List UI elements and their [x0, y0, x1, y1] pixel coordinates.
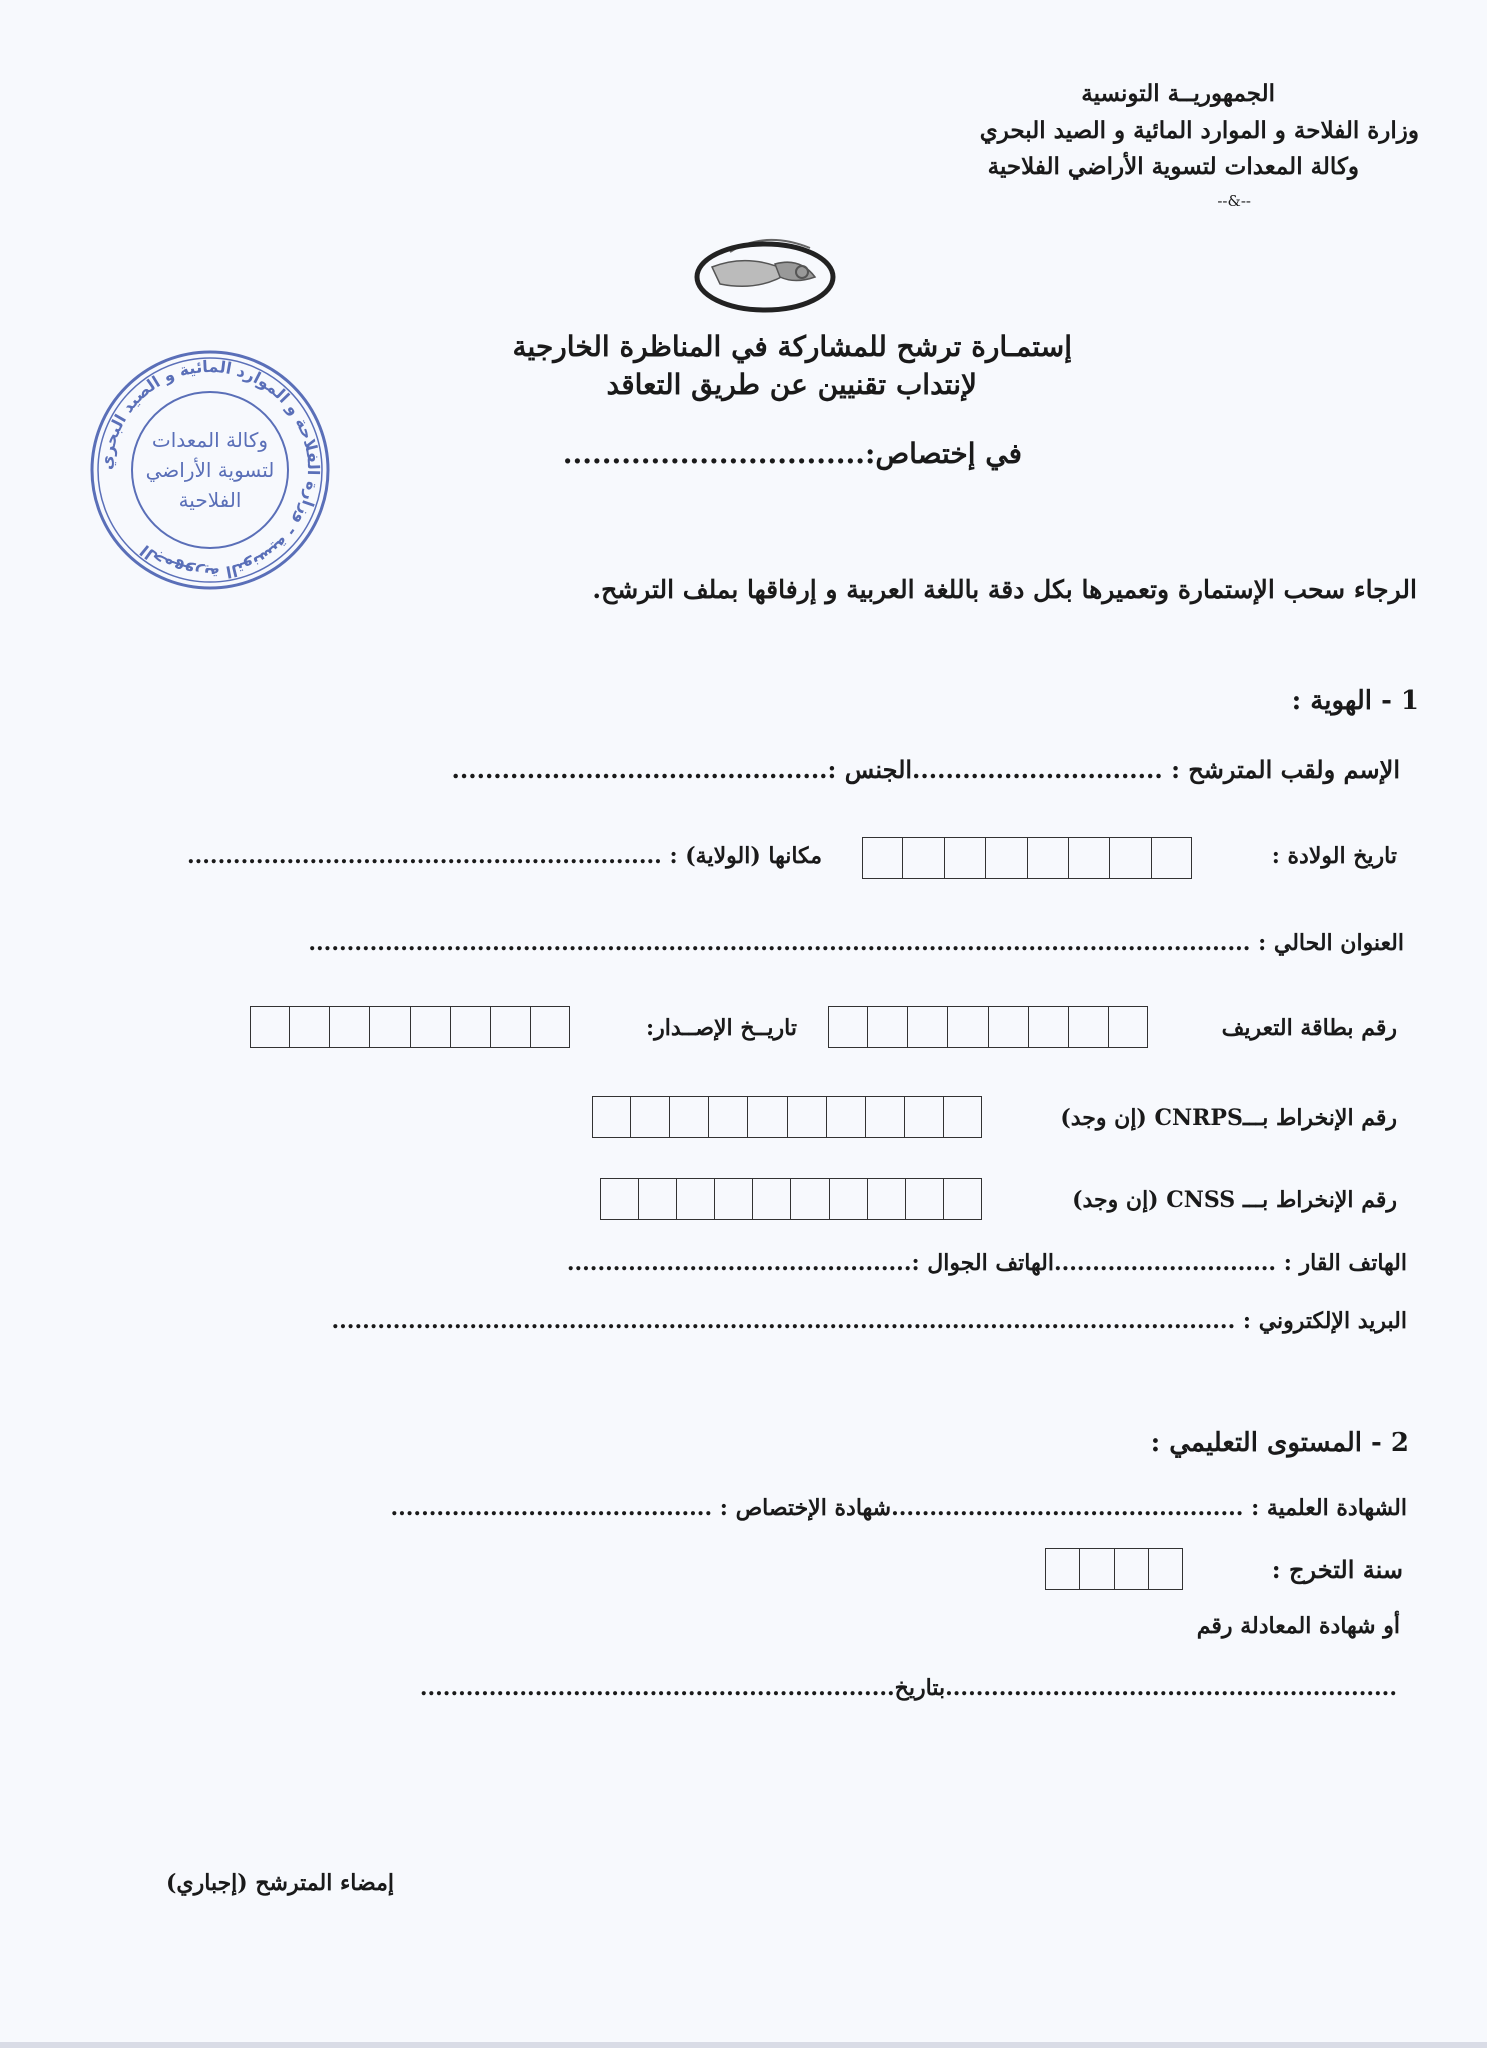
cnrps-label: رقم الإنخراط بـــCNRPS (إن وجد): [1060, 1105, 1397, 1131]
id-card-label: رقم بطاقة التعريف: [1221, 1015, 1397, 1041]
equivalence-date-field[interactable]: ...........................................................بتاريخ..............................................................: [419, 1675, 1397, 1701]
header-republic: الجمهوريــة التونسية: [1081, 80, 1275, 107]
cnss-label: رقم الإنخراط بـــ CNSS (إن وجد): [1072, 1187, 1397, 1213]
cnrps-boxes[interactable]: [592, 1096, 982, 1138]
header-ministry: وزارة الفلاحة و الموارد المائية و الصيد البحري: [979, 117, 1419, 144]
email-field[interactable]: البريد الإلكتروني : ......................................................................................................................: [331, 1308, 1407, 1334]
header-agency: وكالة المعدات لتسوية الأراضي الفلاحية: [987, 153, 1359, 180]
address-field[interactable]: العنوان الحالي : ...........................................................................................................................: [308, 930, 1404, 956]
form-subtitle: لإنتداب تقنيين عن طريق التعاقد: [606, 368, 977, 401]
scan-edge: [0, 2042, 1487, 2048]
instructions-text: الرجاء سحب الإستمارة وتعميرها بكل دقة باللغة العربية و إرفاقها بملف الترشح.: [592, 575, 1417, 604]
grad-year-label: سنة التخرج :: [1271, 1555, 1403, 1584]
cnss-boxes[interactable]: [600, 1178, 982, 1220]
birth-place-field[interactable]: مكانها (الولاية) : ..............................................................: [186, 843, 822, 869]
stamp-inner-line2: لتسوية الأراضي: [145, 458, 275, 482]
specialty-field[interactable]: في إختصاص:...............................: [562, 437, 1022, 470]
equivalence-label: أو شهادة المعادلة رقم: [1196, 1613, 1400, 1639]
header-separator: --&--: [1217, 192, 1251, 210]
section-identity-heading: 1 - الهوية :: [1291, 686, 1419, 716]
issue-date-boxes[interactable]: [250, 1006, 570, 1048]
birth-date-boxes[interactable]: [862, 837, 1192, 879]
birth-date-label: تاريخ الولادة :: [1271, 843, 1397, 869]
candidate-name-field[interactable]: الإسم ولقب المترشح : ..............................الجنس :.............................................: [451, 755, 1400, 784]
stamp-inner-line1: وكالة المعدات: [151, 428, 269, 452]
agency-logo-icon: [690, 222, 840, 322]
issue-date-label: تاريــخ الإصــدار:: [646, 1015, 797, 1041]
id-card-boxes[interactable]: [828, 1006, 1148, 1048]
stamp-outer-text: الجمهورية التونسية - وزارة الفلاحة و الموارد المائية و الصيد البحري: [96, 356, 324, 584]
phone-field[interactable]: الهاتف القار : .............................الهاتف الجوال :.............................................: [566, 1250, 1407, 1276]
official-stamp-icon: [85, 345, 335, 595]
signature-label: إمضاء المترشح (إجباري): [165, 1870, 394, 1896]
section-education-heading: 2 - المستوى التعليمي :: [1150, 1428, 1409, 1458]
form-title: إستمـارة ترشح للمشاركة في المناظرة الخارجية: [512, 330, 1072, 363]
stamp-inner-line3: الفلاحية: [178, 488, 242, 512]
degree-field[interactable]: الشهادة العلمية : ..............................................شهادة الإختصاص : ..........................................: [390, 1495, 1407, 1521]
grad-year-boxes[interactable]: [1045, 1548, 1183, 1590]
